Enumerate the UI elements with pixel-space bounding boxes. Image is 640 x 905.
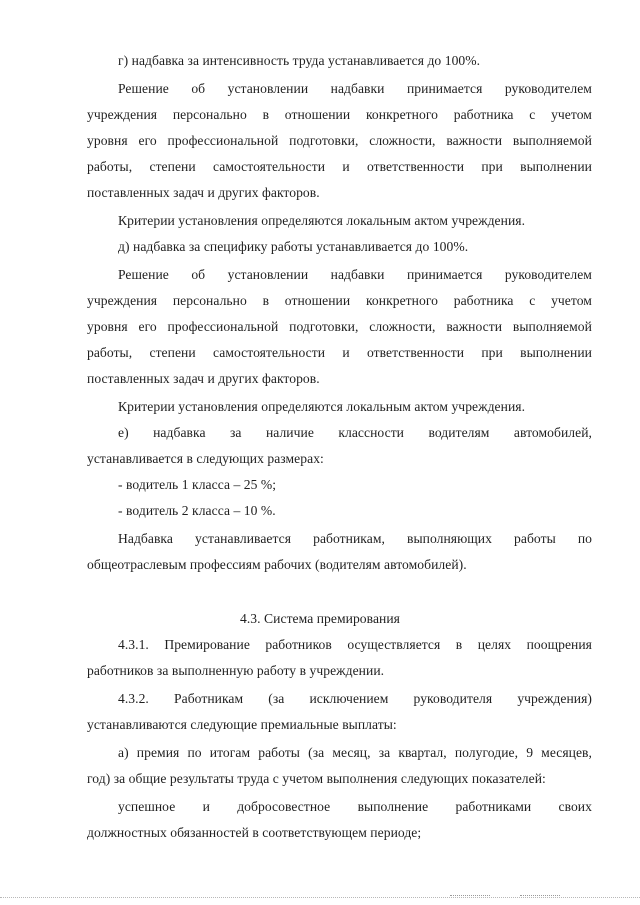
word: месяц,: [332, 745, 371, 760]
decision-2-line-4: [87, 344, 592, 362]
word: важности: [446, 133, 503, 148]
word: конкретного: [365, 293, 438, 308]
word: по: [187, 745, 202, 760]
word: работника: [453, 107, 514, 122]
item-e-line-1: [118, 424, 592, 442]
decision-2-line-1: [118, 266, 592, 284]
word: с: [529, 107, 536, 122]
word: руководителем: [504, 81, 592, 96]
criterion-line-1: [118, 798, 592, 816]
word: квартал,: [398, 745, 447, 760]
word: выполнение: [357, 799, 429, 814]
word: работников: [265, 637, 332, 652]
word: персонально: [172, 293, 247, 308]
scan-edge-mark: [520, 895, 560, 899]
word: за: [229, 425, 242, 440]
word: учетом: [551, 293, 592, 308]
word: водителям: [428, 425, 490, 440]
word: классности: [338, 425, 405, 440]
decision-1-line-5: поставленных задач и других факторов.: [87, 185, 320, 200]
word: важности: [446, 319, 503, 334]
word: (за: [268, 691, 285, 706]
word: Работникам: [174, 691, 244, 706]
word: работы: [258, 745, 300, 760]
word: профессиональной: [167, 133, 279, 148]
word: отношении: [284, 107, 351, 122]
driver-class-1: - водитель 1 класса – 25 %;: [118, 477, 277, 492]
word: за: [378, 745, 391, 760]
word: успешное: [118, 799, 176, 814]
word: целях: [477, 637, 512, 652]
word: осуществляется: [347, 637, 441, 652]
word: учреждения: [87, 293, 158, 308]
word: Премирование: [164, 637, 250, 652]
decision-1-line-4: [87, 158, 592, 176]
word: отношении: [284, 293, 351, 308]
word: работниками: [455, 799, 532, 814]
word: подготовки,: [289, 319, 359, 334]
allowance-note-line-1: [118, 530, 592, 548]
word: подготовки,: [289, 133, 359, 148]
item-a-line-2: год) за общие результаты труда с учетом выполнения следующих показателей:: [87, 771, 546, 786]
word: принимается: [406, 81, 483, 96]
word: принимается: [406, 267, 483, 282]
word: уровня: [87, 133, 128, 148]
word: (за: [308, 745, 325, 760]
word: автомобилей,: [513, 425, 592, 440]
word: конкретного: [365, 107, 438, 122]
decision-2-line-2: [87, 292, 592, 310]
word: руководителя: [413, 691, 493, 706]
section-title: 4.3. Система премирования: [240, 611, 400, 626]
word: сложности,: [369, 319, 436, 334]
word: итогам: [209, 745, 251, 760]
word: персонально: [172, 107, 247, 122]
word: поощрения: [526, 637, 592, 652]
word: профессиональной: [167, 319, 279, 334]
word: его: [138, 133, 157, 148]
word: работника: [453, 293, 514, 308]
word: выполнении: [520, 159, 592, 174]
word: уровня: [87, 319, 128, 334]
word: по: [577, 531, 592, 546]
word: надбавка: [153, 425, 206, 440]
item-g: г) надбавка за интенсивность труда устанавливается до 100%.: [118, 53, 481, 68]
word: учетом: [551, 107, 592, 122]
scan-edge-mark: [450, 895, 490, 899]
word: учреждения): [517, 691, 592, 706]
word: исключением: [309, 691, 389, 706]
word: с: [529, 293, 536, 308]
word: 4.3.2.: [118, 691, 149, 706]
word: самостоятельности: [213, 159, 326, 174]
word: в: [455, 637, 463, 652]
word: работы,: [87, 345, 133, 360]
word: полугодие,: [454, 745, 519, 760]
word: работы: [514, 531, 556, 546]
p432-line-2: устанавливаются следующие премиальные выплаты:: [87, 717, 397, 732]
word: сложности,: [369, 133, 436, 148]
word: в: [262, 107, 270, 122]
word: выполняющих: [406, 531, 492, 546]
word: премия: [136, 745, 180, 760]
item-d: д) надбавка за специфику работы устанавливается до 100%.: [118, 239, 469, 254]
word: 9: [526, 745, 534, 760]
word: установлении: [227, 81, 309, 96]
criterion-line-2: должностных обязанностей в соответствующем периоде;: [87, 825, 422, 840]
decision-1-line-2: [87, 106, 592, 124]
word: степени: [149, 345, 196, 360]
word: а): [118, 745, 129, 760]
word: выполнении: [520, 345, 592, 360]
item-e-line-2: устанавливается в следующих размерах:: [87, 451, 324, 466]
allowance-note-line-2: общеотраслевым профессиям рабочих (водителям автомобилей).: [87, 557, 467, 572]
item-a-line-1: [118, 744, 592, 762]
word: его: [138, 319, 157, 334]
word: и: [342, 159, 350, 174]
word: об: [191, 267, 206, 282]
p432-line-1: [118, 690, 592, 708]
word: об: [191, 81, 206, 96]
word: добросовестное: [237, 799, 331, 814]
word: надбавки: [330, 81, 385, 96]
word: 4.3.1.: [118, 637, 149, 652]
word: самостоятельности: [213, 345, 326, 360]
word: установлении: [227, 267, 309, 282]
criteria-1: Критерии установления определяются локальным актом учреждения.: [118, 213, 526, 228]
word: Решение: [118, 81, 169, 96]
word: месяцев,: [541, 745, 592, 760]
word: работникам,: [313, 531, 385, 546]
p431-line-1: [118, 636, 592, 654]
word: выполняемой: [512, 133, 592, 148]
decision-2-line-3: [87, 318, 592, 336]
criteria-2: Критерии установления определяются локальным актом учреждения.: [118, 399, 526, 414]
driver-class-2: - водитель 2 класса – 10 %.: [118, 503, 276, 518]
word: руководителем: [504, 267, 592, 282]
word: устанавливается: [195, 531, 292, 546]
word: Решение: [118, 267, 169, 282]
word: своих: [558, 799, 592, 814]
word: ответственности: [366, 159, 465, 174]
decision-1-line-3: [87, 132, 592, 150]
word: работы,: [87, 159, 133, 174]
word: Надбавка: [118, 531, 173, 546]
decision-1-line-1: [118, 80, 592, 98]
word: в: [262, 293, 270, 308]
word: надбавки: [330, 267, 385, 282]
word: при: [481, 159, 503, 174]
word: наличие: [265, 425, 314, 440]
decision-2-line-5: поставленных задач и других факторов.: [87, 371, 320, 386]
word: и: [202, 799, 210, 814]
p431-line-2: работников за выполненную работу в учреждении.: [87, 663, 385, 678]
word: при: [481, 345, 503, 360]
word: учреждения: [87, 107, 158, 122]
word: выполняемой: [512, 319, 592, 334]
word: степени: [149, 159, 196, 174]
word: ответственности: [366, 345, 465, 360]
word: и: [342, 345, 350, 360]
word: е): [118, 425, 129, 440]
